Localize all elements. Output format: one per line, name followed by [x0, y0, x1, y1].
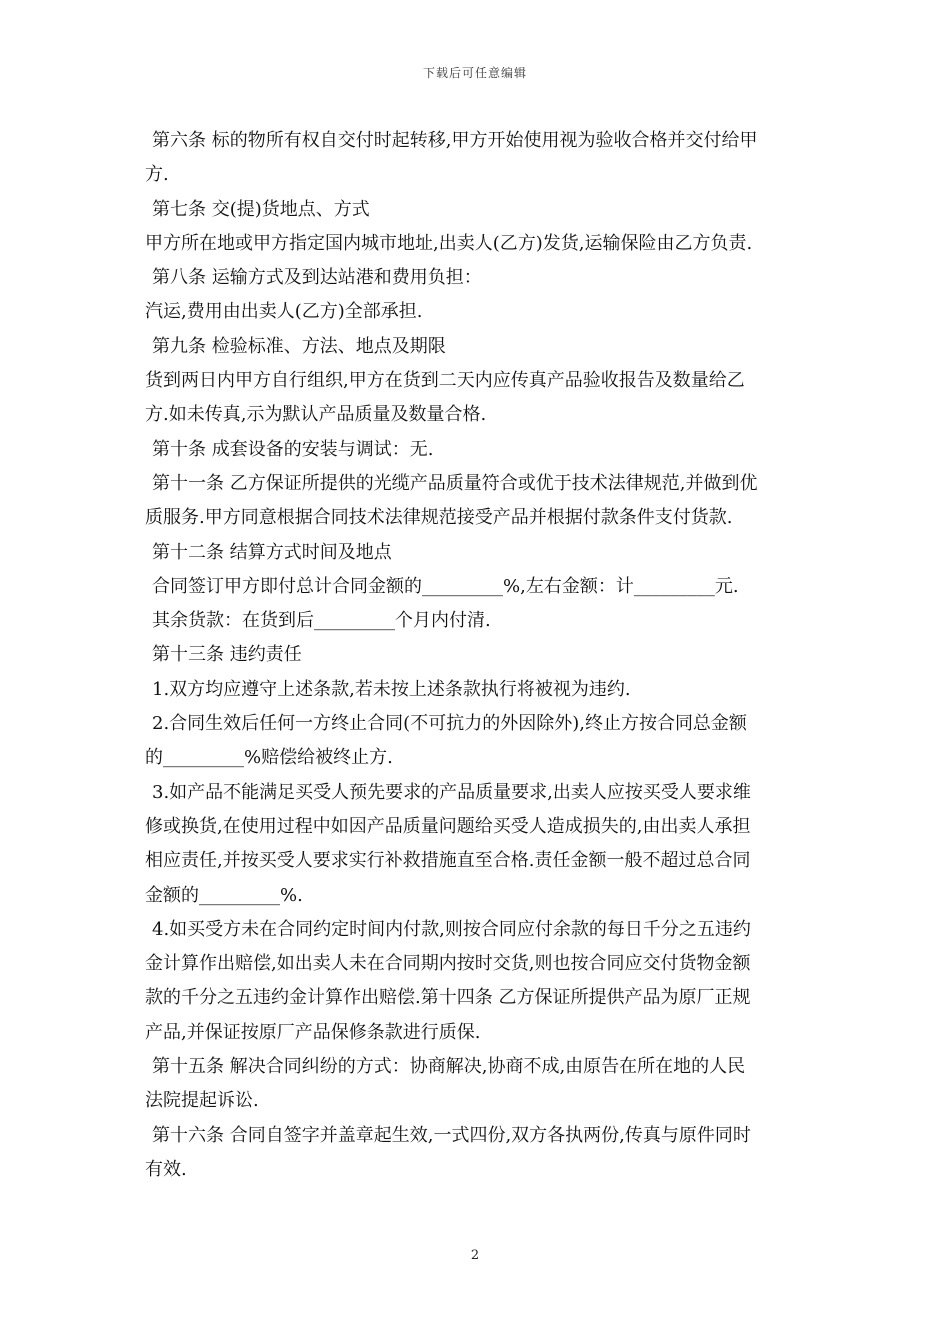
- page-header: 下载后可任意编辑: [422, 66, 527, 80]
- text-line: 方.如未传真,示为默认产品质量及数量合格.: [145, 404, 487, 426]
- text-line: 修或换货,在使用过程中如因产品质量问题给买受人造成损失的,由出卖人承担: [145, 815, 751, 837]
- text-line: 甲方所在地或甲方指定国内城市地址,出卖人(乙方)发货,运输保险由乙方负责.: [145, 232, 753, 254]
- text-line: 方.: [145, 164, 169, 186]
- text-line: 款的千分之五违约金计算作出赔偿.第十四条 乙方保证所提供产品为原厂正规: [145, 987, 751, 1009]
- text-line: 3.如产品不能满足买受人预先要求的产品质量要求,出卖人应按买受人要求维: [152, 781, 751, 803]
- text-line: 4.如买受方未在合同约定时间内付款,则按合同应付余款的每日千分之五违约: [152, 918, 751, 940]
- text-line: 第九条 检验标准、方法、地点及期限: [152, 335, 446, 357]
- document-body: [145, 124, 815, 1187]
- text-line: 第六条 标的物所有权自交付时起转移,甲方开始使用视为验收合格并交付给甲: [152, 130, 758, 151]
- text-line: 第十六条 合同自签字并盖章起生效,一式四份,双方各执两份,传真与原件同时: [152, 1124, 751, 1146]
- text-line: 相应责任,并按买受人要求实行补救措施直至合格.责任金额一般不超过总合同: [145, 850, 751, 872]
- page-number: 2: [470, 1248, 480, 1263]
- text-line: 汽运,费用由出卖人(乙方)全部承担.: [145, 301, 423, 323]
- text-line: 金额的_________%.: [145, 884, 303, 906]
- text-line: 合同签订甲方即付总计合同金额的_________%,左右金额：计_________元.: [152, 575, 739, 597]
- text-line: 2.合同生效后任何一方终止合同(不可抗力的外因除外),终止方按合同总金额: [152, 713, 747, 735]
- text-line: 其余货款：在货到后_________个月内付清.: [152, 610, 491, 632]
- text-line: 第八条 运输方式及到达站港和费用负担：: [152, 267, 482, 289]
- text-line: 的_________%赔偿给被终止方.: [145, 747, 393, 769]
- text-line: 第十条 成套设备的安装与调试：无.: [152, 438, 434, 460]
- text-line: 第七条 交(提)货地点、方式: [152, 198, 370, 220]
- text-line: 金计算作出赔偿,如出卖人未在合同期内按时交货,则也按合同应交付货物金额: [145, 953, 751, 975]
- text-line: 第十五条 解决合同纠纷的方式：协商解决,协商不成,由原告在所在地的人民: [152, 1056, 746, 1078]
- text-line: 第十一条 乙方保证所提供的光缆产品质量符合或优于技术法律规范,并做到优: [152, 472, 758, 494]
- text-line: 1.双方均应遵守上述条款,若未按上述条款执行将被视为违约.: [152, 678, 631, 700]
- text-line: 质服务.甲方同意根据合同技术法律规范接受产品并根据付款条件支付货款.: [145, 507, 733, 529]
- text-line: 产品,并保证按原厂产品保修条款进行质保.: [145, 1021, 481, 1043]
- text-line: 第十三条 违约责任: [152, 644, 302, 666]
- text-line: 第十二条 结算方式时间及地点: [152, 541, 392, 563]
- text-line: 货到两日内甲方自行组织,甲方在货到二天内应传真产品验收报告及数量给乙: [145, 370, 745, 392]
- text-line: 有效.: [145, 1158, 187, 1180]
- text-line: 法院提起诉讼.: [145, 1090, 259, 1112]
